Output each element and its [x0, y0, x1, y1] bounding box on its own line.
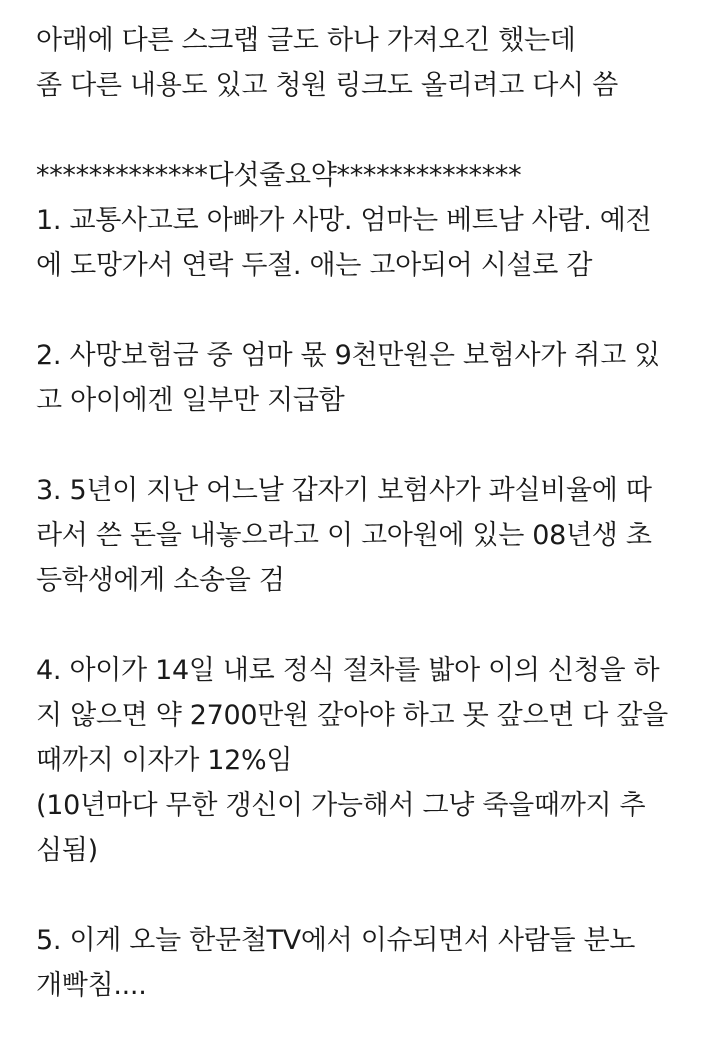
spacer — [36, 108, 706, 153]
point-5-line: 개빡침.... — [36, 970, 147, 1001]
point-4-line: 4. 아이가 14일 내로 정식 절차를 밟아 이의 신청을 하 — [36, 655, 660, 686]
intro-line: 아래에 다른 스크랩 글도 하나 가져오긴 했는데 — [36, 25, 576, 56]
spacer — [36, 288, 706, 333]
point-4-line: (10년마다 무한 갱신이 가능해서 그냥 죽을때까지 추 — [36, 790, 646, 821]
point-2-line: 고 아이에겐 일부만 지급함 — [36, 385, 345, 416]
summary-header: *************다섯줄요약************** — [36, 160, 522, 191]
point-3-line: 라서 쓴 돈을 내놓으라고 이 고아원에 있는 08년생 초 — [36, 520, 652, 551]
point-4-line: 지 않으면 약 2700만원 갚아야 하고 못 갚으면 다 갚을 — [36, 700, 668, 731]
point-1-line: 1. 교통사고로 아빠가 사망. 엄마는 베트남 사람. 예전 — [36, 205, 652, 236]
spacer — [36, 603, 706, 648]
point-4-line: 때까지 이자가 12%임 — [36, 745, 293, 776]
intro-line: 좀 다른 내용도 있고 청원 링크도 올리려고 다시 씀 — [36, 70, 618, 101]
spacer — [36, 873, 706, 918]
point-1-line: 에 도망가서 연락 두절. 애는 고아되어 시설로 감 — [36, 250, 593, 281]
point-4-line: 심됨) — [36, 835, 98, 866]
post-body — [36, 18, 706, 1008]
point-3-line: 등학생에게 소송을 검 — [36, 565, 285, 596]
point-3-line: 3. 5년이 지난 어느날 갑자기 보험사가 과실비율에 따 — [36, 475, 652, 506]
spacer — [36, 423, 706, 468]
point-5-line: 5. 이게 오늘 한문철TV에서 이슈되면서 사람들 분노 — [36, 925, 636, 956]
point-2-line: 2. 사망보험금 중 엄마 몫 9천만원은 보험사가 쥐고 있 — [36, 340, 660, 371]
